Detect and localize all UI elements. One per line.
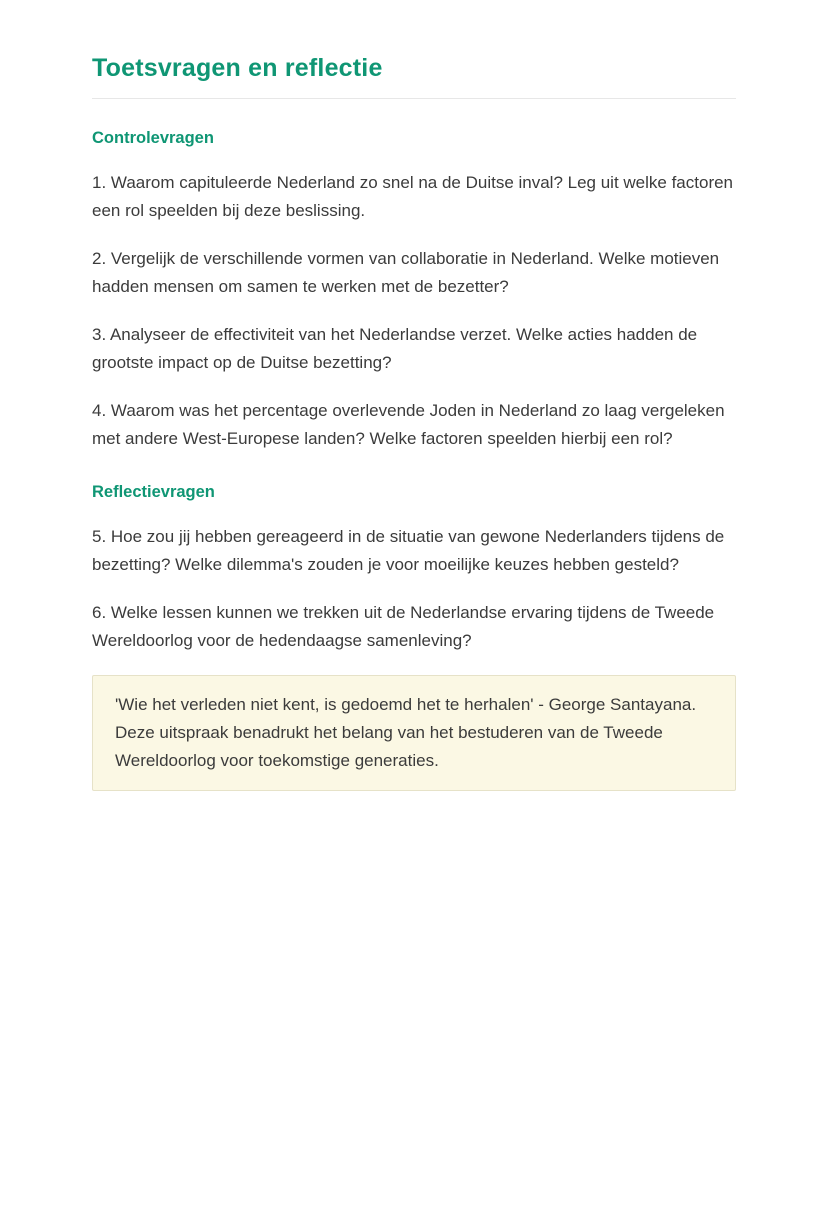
question-1: 1. Waarom capituleerde Nederland zo snel na de Duitse inval? Leg uit welke factoren een rol speelden bij deze beslissing. [92, 173, 734, 220]
question-6: 6. Welke lessen kunnen we trekken uit de Nederlandse ervaring tijdens de Tweede Wereldoorlog voor de hedendaagse samenleving? [92, 603, 715, 650]
question-5: 5. Hoe zou jij hebben gereageerd in de situatie van gewone Nederlanders tijdens de bezetting? Welke dilemma's zouden je voor moeilijke keuzes hebben gesteld? [92, 527, 725, 574]
document-content [0, 52, 828, 791]
question-4: 4. Waarom was het percentage overlevende Joden in Nederland zo laag vergeleken met andere West-Europese landen? Welke factoren speelden hierbij een rol? [92, 401, 725, 448]
question-3: 3. Analyseer de effectiviteit van het Nederlandse verzet. Welke acties hadden de grootste impact op de Duitse bezetting? [92, 325, 698, 372]
section-heading-controlevragen: Controlevragen [92, 129, 214, 147]
page-title: Toetsvragen en reflectie [92, 54, 383, 82]
question-2: 2. Vergelijk de verschillende vormen van collaboratie in Nederland. Welke motieven hadden mensen om samen te werken met de bezetter? [92, 249, 720, 296]
quote-text: 'Wie het verleden niet kent, is gedoemd het te herhalen' - George Santayana. Deze uitspraak benadrukt het belang van het bestuderen van de Tweede Wereldoorlog voor toekomstige generaties. [115, 695, 697, 770]
document-page [0, 52, 828, 1223]
title-divider [92, 98, 736, 99]
section-heading-reflectievragen: Reflectievragen [92, 483, 215, 501]
quote-box [92, 675, 736, 791]
